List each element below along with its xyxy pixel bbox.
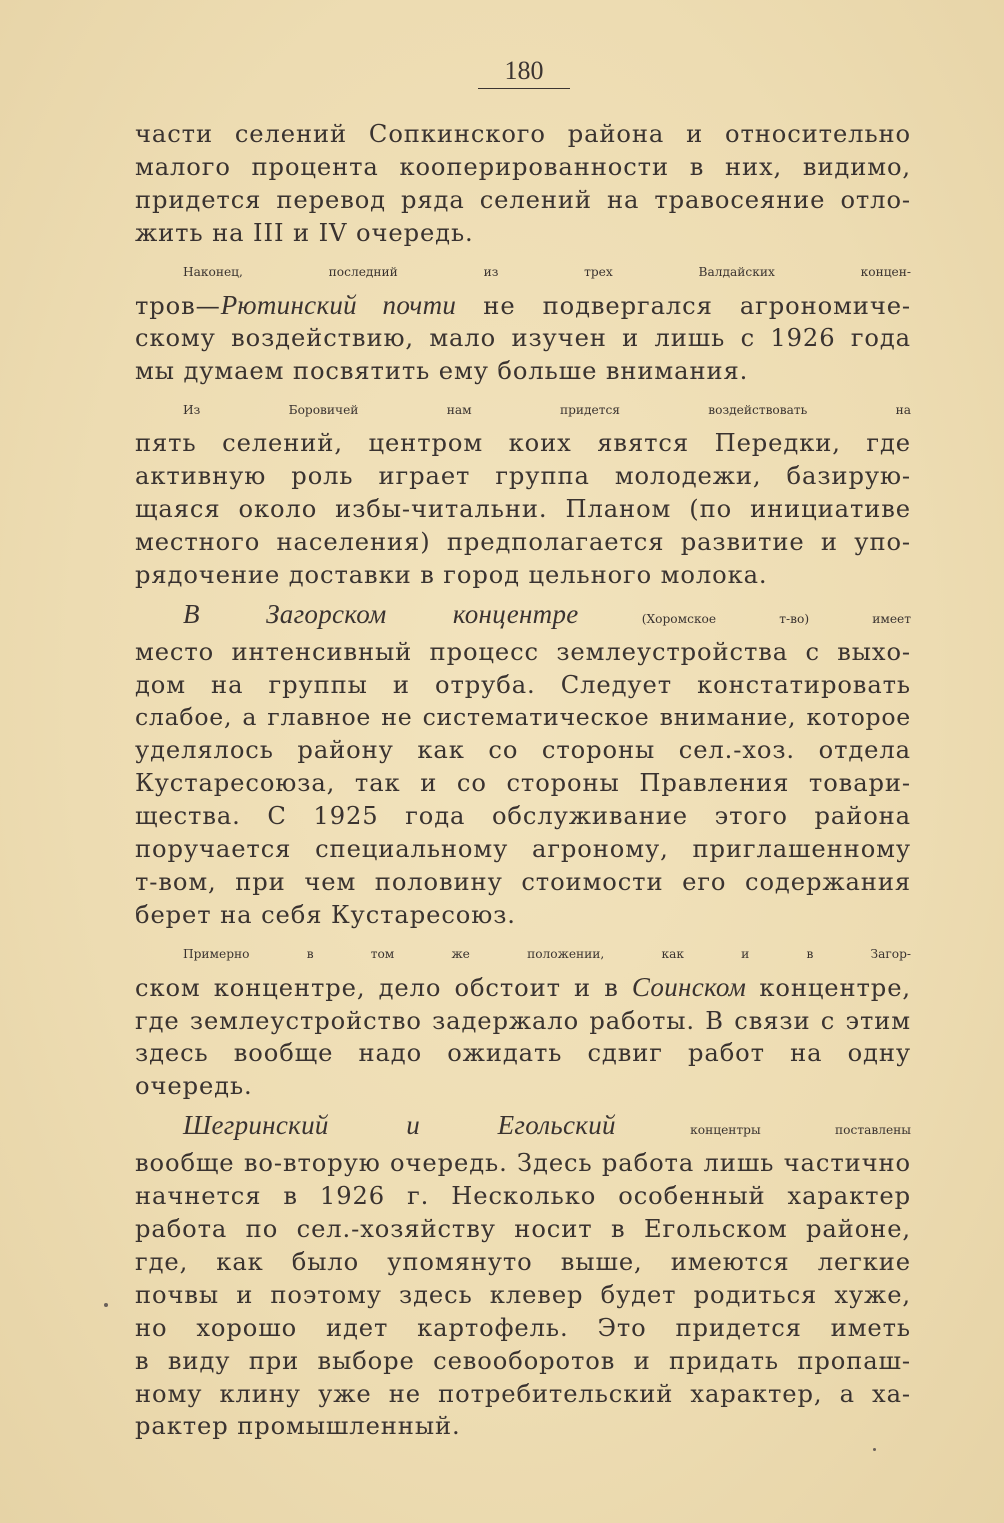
text-line: почвы и поэтому здесь клевер будет родиться хуже, [135,1280,911,1309]
text-line: где, как было упомянуто выше, имеются легкие [135,1247,911,1276]
print-speck [104,1303,108,1307]
text-line: где землеустройство задержало работы. В связи с этим [135,1006,911,1035]
text-line: место интенсивный процесс землеустройства с выхо- [135,637,911,666]
text-line: т-вом, при чем половину стоимости его содержания [135,867,911,896]
text-line [135,971,911,1005]
text-line: в виду при выборе севооборотов и придать пропаш- [135,1346,911,1375]
italic-term: Рютинский почти [220,289,457,320]
text-line: но хорошо идет картофель. Это придется иметь [135,1313,911,1342]
text-line: местного населения) предполагается развитие и упо- [135,527,911,556]
text-line: здесь вообще надо ожидать сдвиг работ на одну [135,1039,911,1068]
text-line: щества. С 1925 года обслуживание этого района [135,802,911,831]
text-line: поручается специальному агроному, приглашенному [135,835,911,864]
text-run: (Хоромское т-во) имеет [578,611,911,626]
text-line: щаяся около избы-читальни. Планом (по инициативе [135,494,911,523]
text-run: концентры поставлены [615,1123,911,1138]
text-line: уделялось району как со стороны сел.-хоз. отдела [135,736,911,765]
text-line: жить на III и IV очередь. [135,218,474,247]
text-line: очередь. [135,1072,253,1101]
italic-term: Шегринский и Егольский [183,1110,616,1141]
text-run: концентре, [746,973,911,1002]
text-line: активную роль играет группа молодежи, базирую- [135,462,911,491]
text-line: ному клину уже не потребительский характер, а ха- [135,1379,911,1408]
text-line: вообще во-вторую очередь. Здесь работа лишь частично [135,1149,911,1178]
italic-term: Соинском [631,971,747,1002]
text-line: работа по сел.-хозяйству носит в Егольском районе, [135,1215,911,1243]
text-line: придется перевод ряда селений на травосеяние отло- [135,185,911,214]
text-line [135,1109,911,1147]
text-line: малого процента кооперированности в них, видимо, [135,152,911,181]
text-line [135,289,911,323]
text-run: тров— [135,291,221,320]
italic-term: В Загорском концентре [183,598,579,629]
text-line: Примерно в том же положении, как и в Загор- [183,946,911,961]
text-line: начнется в 1926 г. Несколько особенный характер [135,1182,911,1211]
text-line: скому воздействию, мало изучен и лишь с 1926 года [135,324,911,353]
text-line: рактер промышленный. [135,1412,461,1441]
text-run: ском концентре, дело обстоит и в [135,973,632,1002]
print-speck [873,1448,876,1451]
page-number: 180 [478,56,570,89]
text-line: части селений Сопкинского района и относительно [135,120,911,148]
body-text [135,118,911,1443]
text-line: рядочение доставки в город цельного молока. [135,560,768,589]
text-line: Наконец, последний из трех Валдайских концен- [183,264,911,279]
text-line: слабое, а главное не систематическое внимание, которое [135,703,911,732]
text-line: Кустаресоюза, так и со стороны Правления товари- [135,769,911,798]
text-line: пять селений, центром коих явятся Передки, где [135,429,911,458]
text-line: Из Боровичей нам придется воздействовать на [183,403,911,418]
text-line: мы думаем посвятить ему больше внимания. [135,357,749,386]
text-line: дом на группы и отруба. Следует констатировать [135,670,911,699]
text-line: берет на себя Кустаресоюз. [135,900,516,929]
text-line [135,598,911,636]
text-run: не подвергался агрономиче- [456,291,911,320]
